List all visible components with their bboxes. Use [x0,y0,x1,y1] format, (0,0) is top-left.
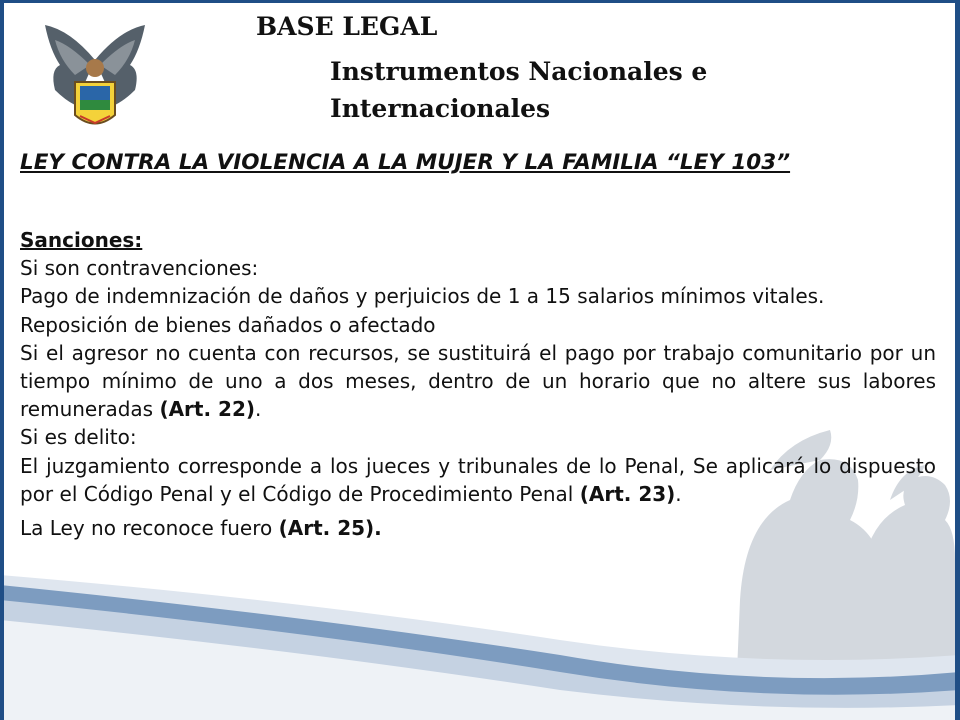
paragraph-crime: Si es delito: [20,425,137,450]
content-body [20,226,936,542]
law-title: LEY CONTRA LA VIOLENCIA A LA MUJER Y LA FAMILIA “LEY 103” [20,150,791,175]
paragraph-indemnity: Pago de indemnización de daños y perjuicios de 1 a 15 salarios mínimos vitales. [20,284,825,309]
frame-right [955,0,960,720]
article-ref-25: (Art. 25). [278,516,382,541]
frame-top [0,0,960,3]
article-ref-22: (Art. 22) [159,397,256,422]
sanctions-heading: Sanciones: [20,228,143,252]
paragraph-judgment: El juzgamiento corresponde a los jueces y tribunales de lo Penal, Se aplicará lo dispuesto por el Código Penal y el Código de Procedimiento Penal (Art. 23). [20,453,936,506]
police-emblem-logo [40,20,150,140]
page-title: BASE LEGAL [256,12,438,41]
article-ref-23: (Art. 23) [579,481,676,506]
paragraph-no-immunity: La Ley no reconoce fuero (Art. 25). [20,516,382,541]
page-subtitle: Instrumentos Nacionales e Internacionales [330,57,708,123]
paragraph-restitution: Reposición de bienes dañados o afectado [20,312,436,337]
paragraph-community-work: Si el agresor no cuenta con recursos, se sustituirá el pago por trabajo comunitario por un tiempo mínimo de uno a dos meses, dentro de un horario que no altere sus labores remuneradas (Art. 22). [20,340,936,422]
paragraph-contraventions: Si son contravenciones: [20,256,259,281]
frame-left [0,0,4,720]
